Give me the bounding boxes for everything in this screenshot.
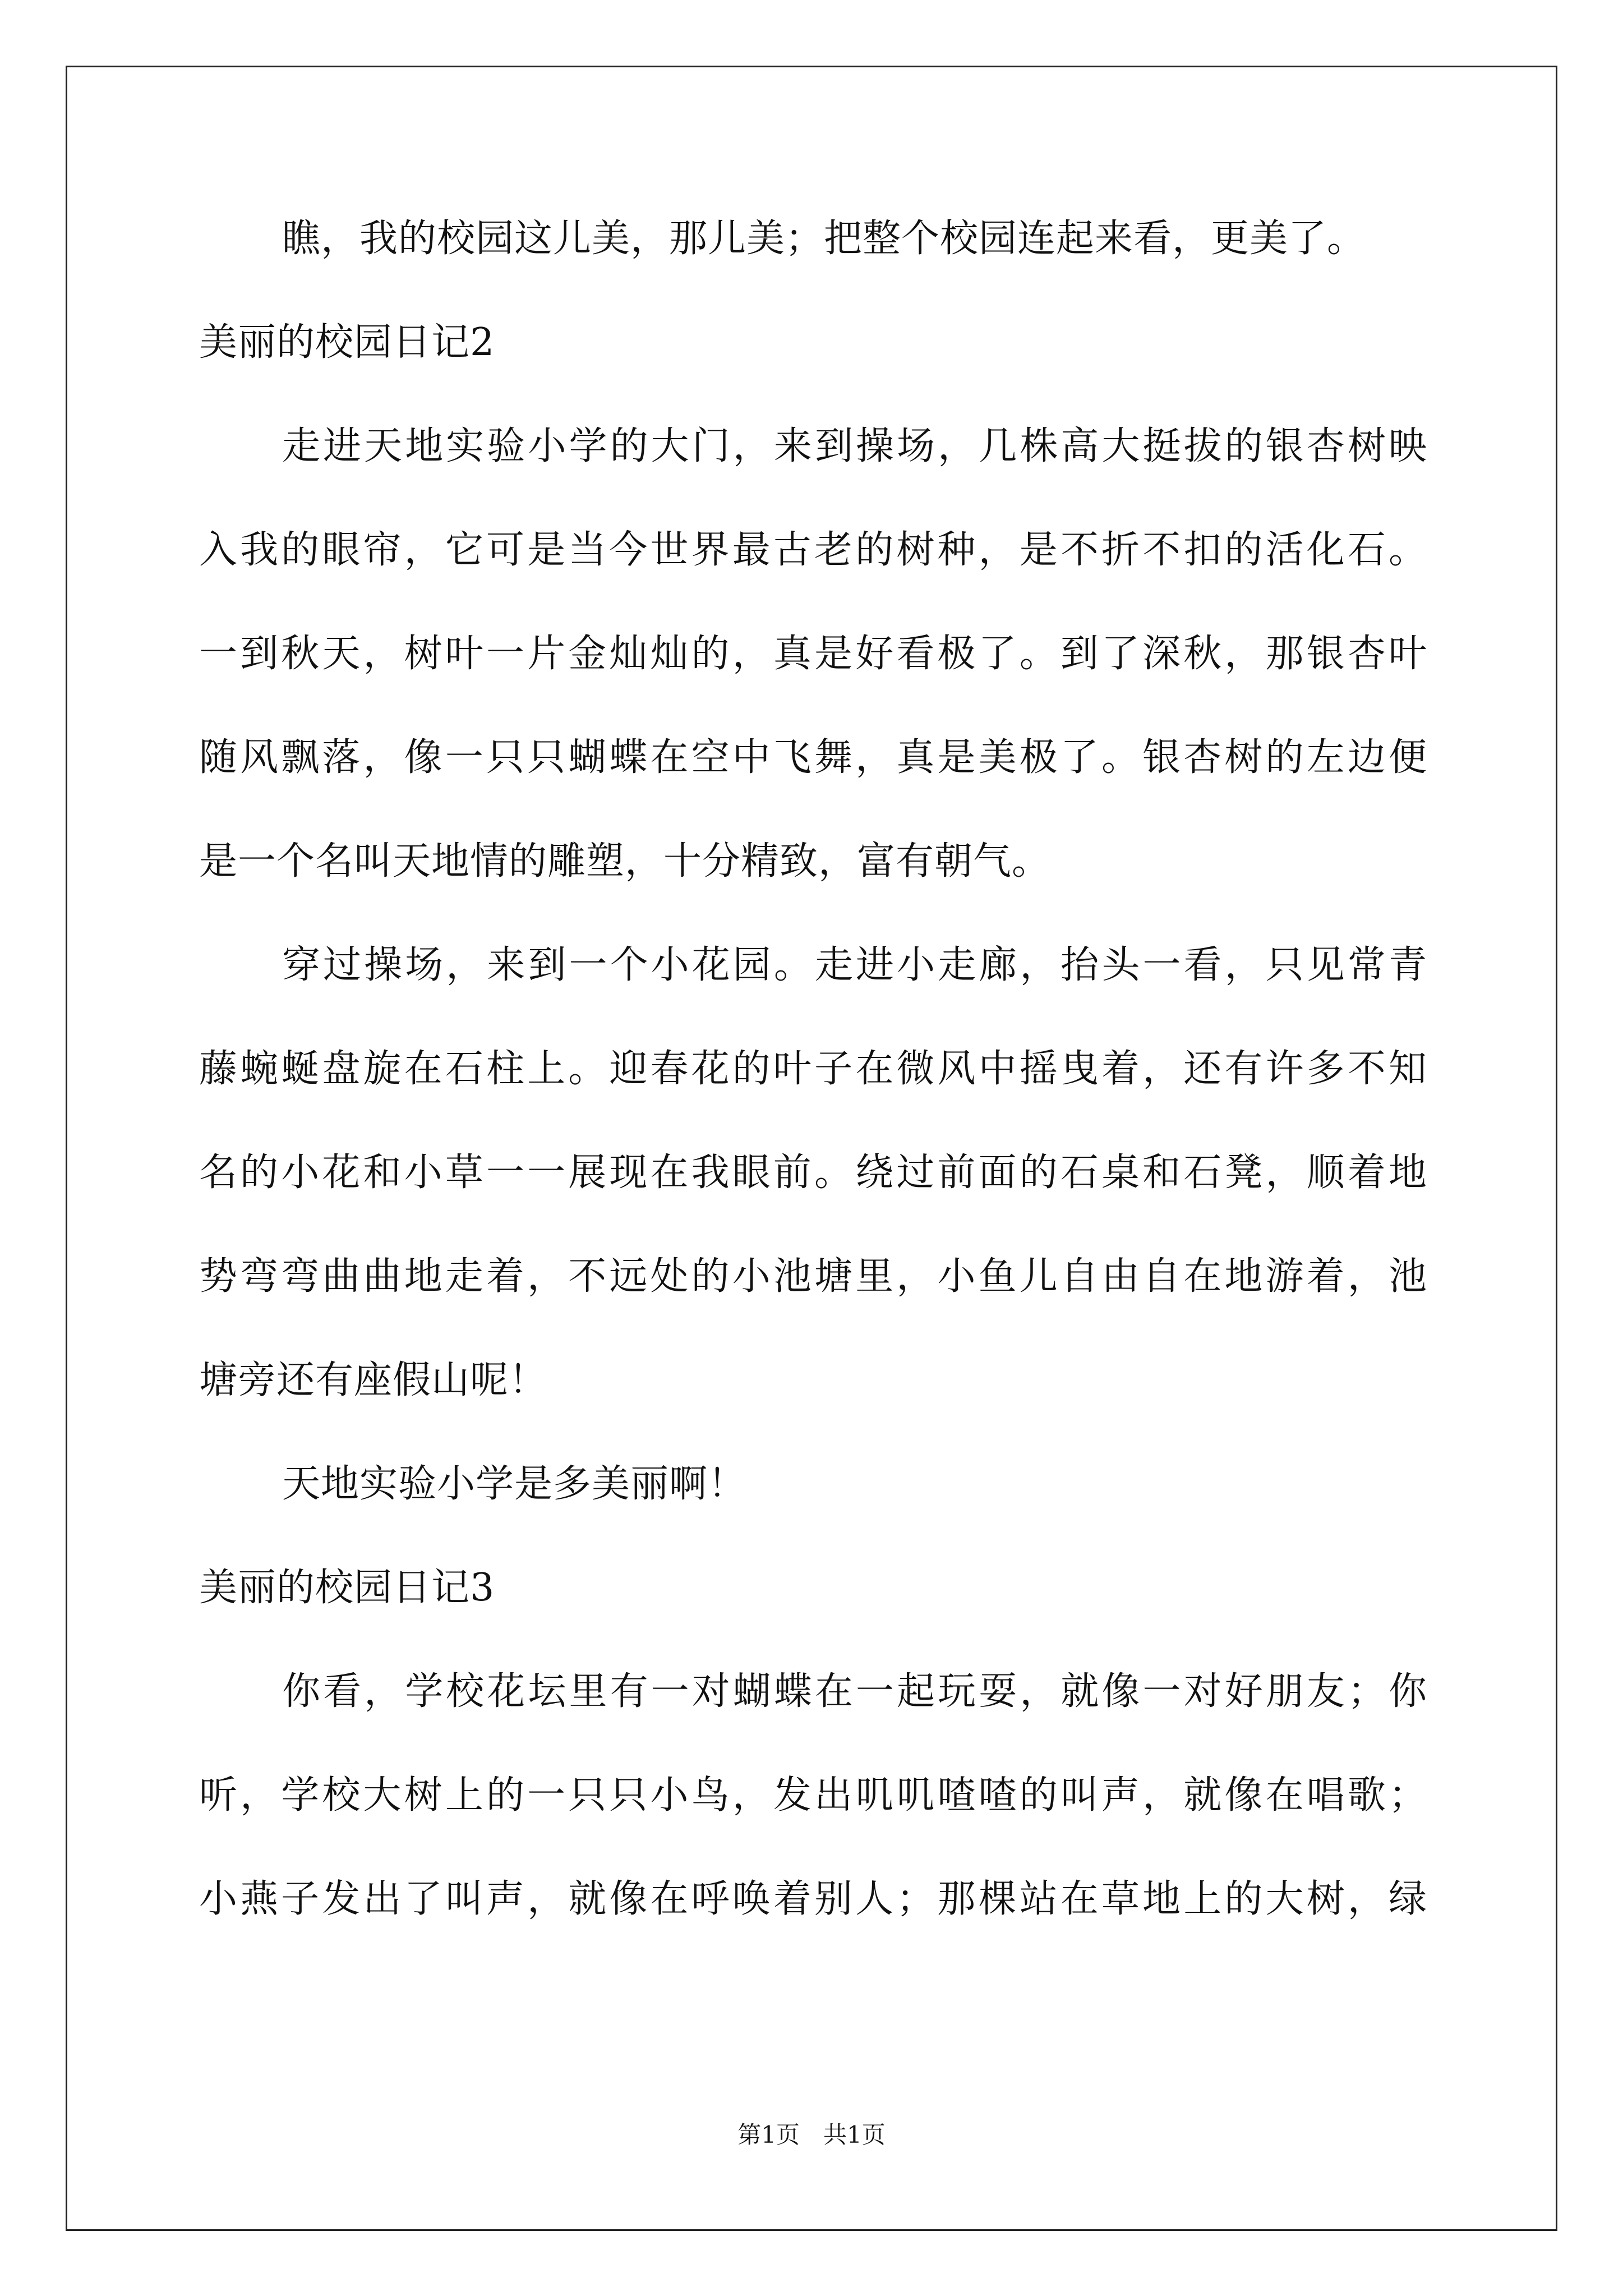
text-line: 天地实验小学是多美丽啊！ — [282, 1462, 747, 1506]
page-footer: 第1页 共1页 — [737, 2121, 886, 2148]
text-line: 随风飘落，像一只只蝴蝶在空中飞舞，真是美极了。银杏树的左边便 — [199, 735, 1427, 780]
text-line: 入我的眼帘，它可是当今世界最古老的树种，是不折不扣的活化石。 — [199, 528, 1427, 572]
text-line: 名的小花和小草一一展现在我眼前。绕过前面的石桌和石凳，顺着地 — [199, 1151, 1427, 1195]
text-line: 是一个名叫天地情的雕塑，十分精致，富有朝气。 — [199, 839, 1051, 884]
text-line: 听，学校大树上的一只只小鸟，发出叽叽喳喳的叫声，就像在唱歌； — [199, 1773, 1427, 1818]
text-line: 塘旁还有座假山呢！ — [199, 1358, 548, 1402]
document-body — [199, 213, 1427, 1977]
text-line: 一到秋天，树叶一片金灿灿的，真是好看极了。到了深秋，那银杏叶 — [199, 632, 1427, 676]
text-line: 瞧，我的校园这儿美，那儿美；把整个校园连起来看，更美了。 — [282, 217, 1366, 261]
text-line: 势弯弯曲曲地走着，不远处的小池塘里，小鱼儿自由自在地游着，池 — [199, 1254, 1427, 1299]
text-line: 走进天地实验小学的大门，来到操场，几株高大挺拔的银杏树映 — [282, 424, 1427, 468]
section-heading: 美丽的校园日记2 — [199, 320, 495, 365]
text-line: 藤蜿蜒盘旋在石柱上。迎春花的叶子在微风中摇曳着，还有许多不知 — [199, 1047, 1427, 1091]
text-line: 穿过操场，来到一个小花园。走进小走廊，抬头一看，只见常青 — [282, 943, 1427, 987]
section-heading: 美丽的校园日记3 — [199, 1566, 495, 1610]
text-line: 小燕子发出了叫声，就像在呼唤着别人；那棵站在草地上的大树，绿 — [199, 1877, 1427, 1921]
text-line: 你看，学校花坛里有一对蝴蝶在一起玩耍，就像一对好朋友；你 — [282, 1669, 1427, 1714]
